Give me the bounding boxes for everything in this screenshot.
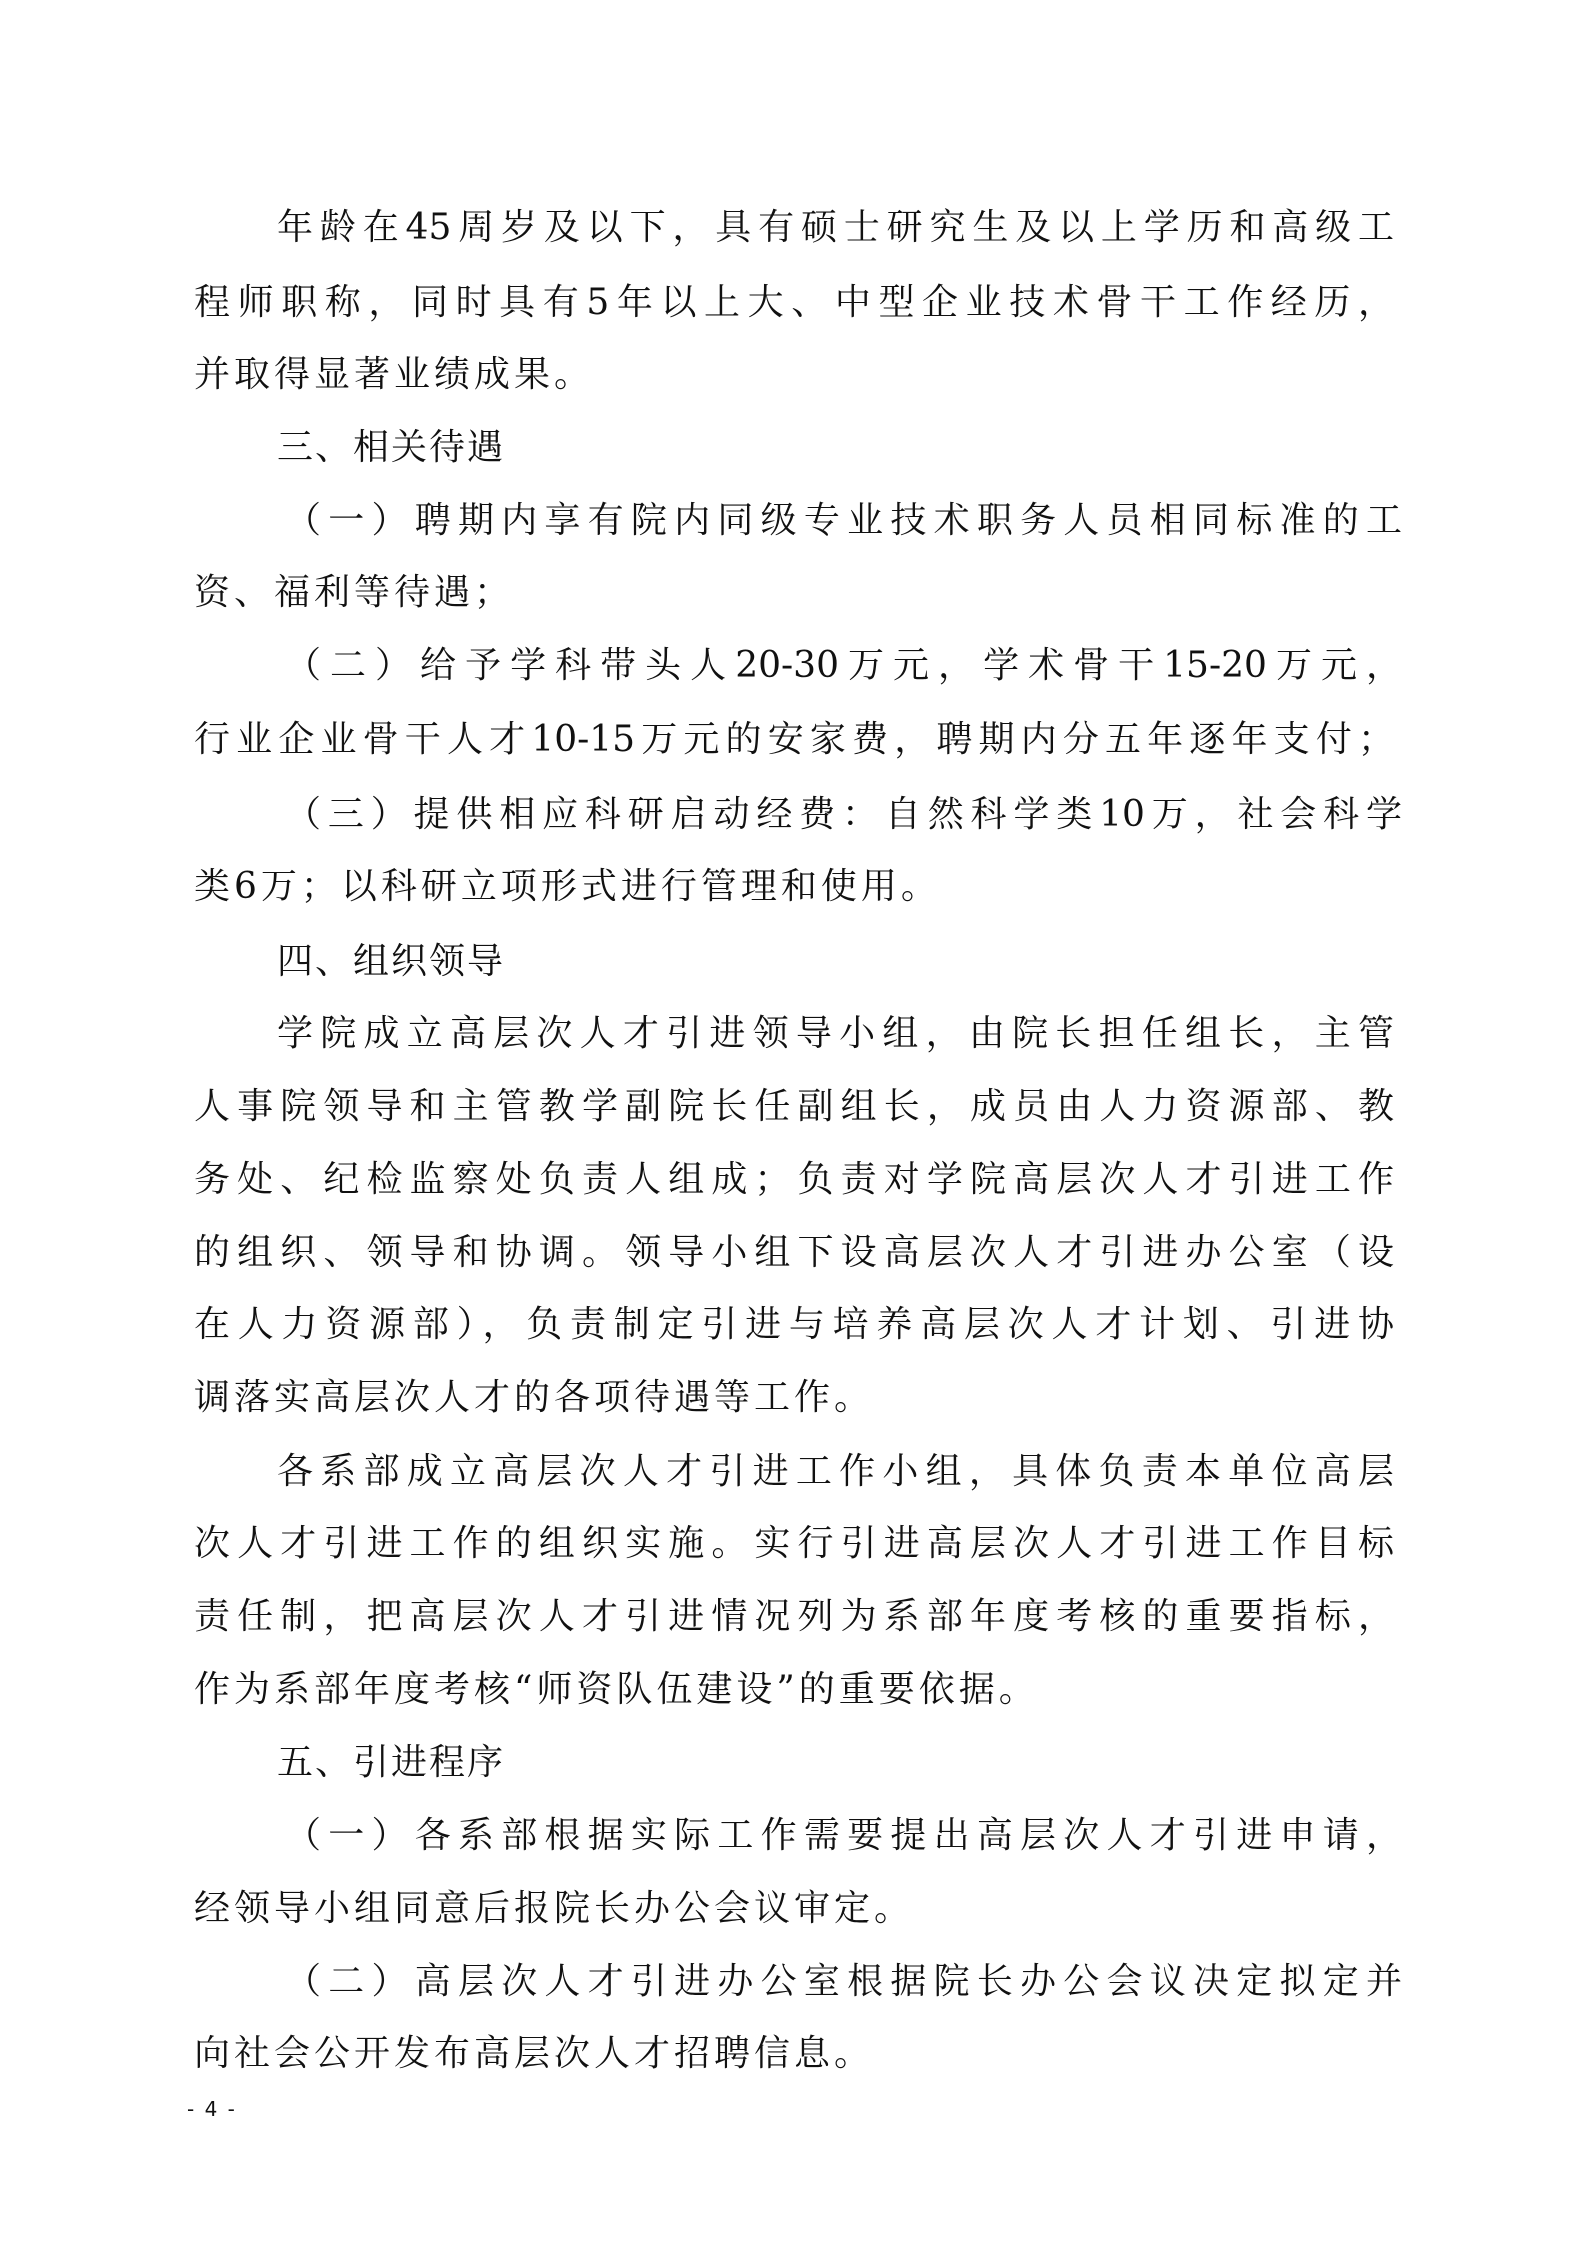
text-line: 向社会公开发布高层次人才招聘信息。	[194, 2033, 875, 2074]
section-heading: 四、组织领导	[277, 941, 506, 982]
text-line: 并取得显著业绩成果。	[194, 354, 595, 395]
text-line: 调落实高层次人才的各项待遇等工作。	[194, 1377, 875, 1418]
text-line: 程师职称，同时具有5年以上大、中型企业技术骨干工作经历，	[194, 282, 1394, 323]
text-line: 行业企业骨干人才10-15万元的安家费，聘期内分五年逐年支付；	[194, 719, 1394, 760]
text-line: 经领导小组同意后报院长办公会议审定。	[194, 1888, 915, 1929]
text-line: 责任制，把高层次人才引进情况列为系部年度考核的重要指标，	[194, 1596, 1394, 1637]
text-line: （二）给予学科带头人20-30万元，学术骨干15-20万元，	[285, 645, 1402, 686]
text-line: 在人力资源部），负责制定引进与培养高层次人才计划、引进协	[194, 1304, 1394, 1345]
text-line: 人事院领导和主管教学副院长任副组长，成员由人力资源部、教	[194, 1086, 1394, 1127]
text-line: 务处、纪检监察处负责人组成；负责对学院高层次人才引进工作	[194, 1159, 1394, 1200]
page-number: - 4 -	[187, 2097, 237, 2121]
text-line: （一）聘期内享有院内同级专业技术职务人员相同标准的工	[285, 500, 1402, 541]
text-line: 次人才引进工作的组织实施。实行引进高层次人才引进工作目标	[194, 1523, 1394, 1564]
text-line: （一）各系部根据实际工作需要提出高层次人才引进申请，	[285, 1815, 1402, 1856]
section-heading: 五、引进程序	[277, 1742, 506, 1783]
text-line: 年龄在45周岁及以下，具有硕士研究生及以上学历和高级工	[277, 207, 1394, 248]
text-line: 作为系部年度考核“师资队伍建设”的重要依据。	[194, 1669, 1039, 1710]
text-line: 各系部成立高层次人才引进工作小组，具体负责本单位高层	[277, 1451, 1394, 1492]
text-line: 学院成立高层次人才引进领导小组，由院长担任组长，主管	[277, 1013, 1394, 1054]
text-line: （二）高层次人才引进办公室根据院长办公会议决定拟定并	[285, 1961, 1402, 2002]
section-heading: 三、相关待遇	[277, 427, 506, 468]
text-line: 的组织、领导和协调。领导小组下设高层次人才引进办公室（设	[194, 1232, 1394, 1273]
text-line: 类6万；以科研立项形式进行管理和使用。	[194, 866, 941, 907]
text-line: （三）提供相应科研启动经费：自然科学类10万，社会科学	[285, 794, 1402, 835]
text-line: 资、福利等待遇；	[194, 572, 515, 613]
